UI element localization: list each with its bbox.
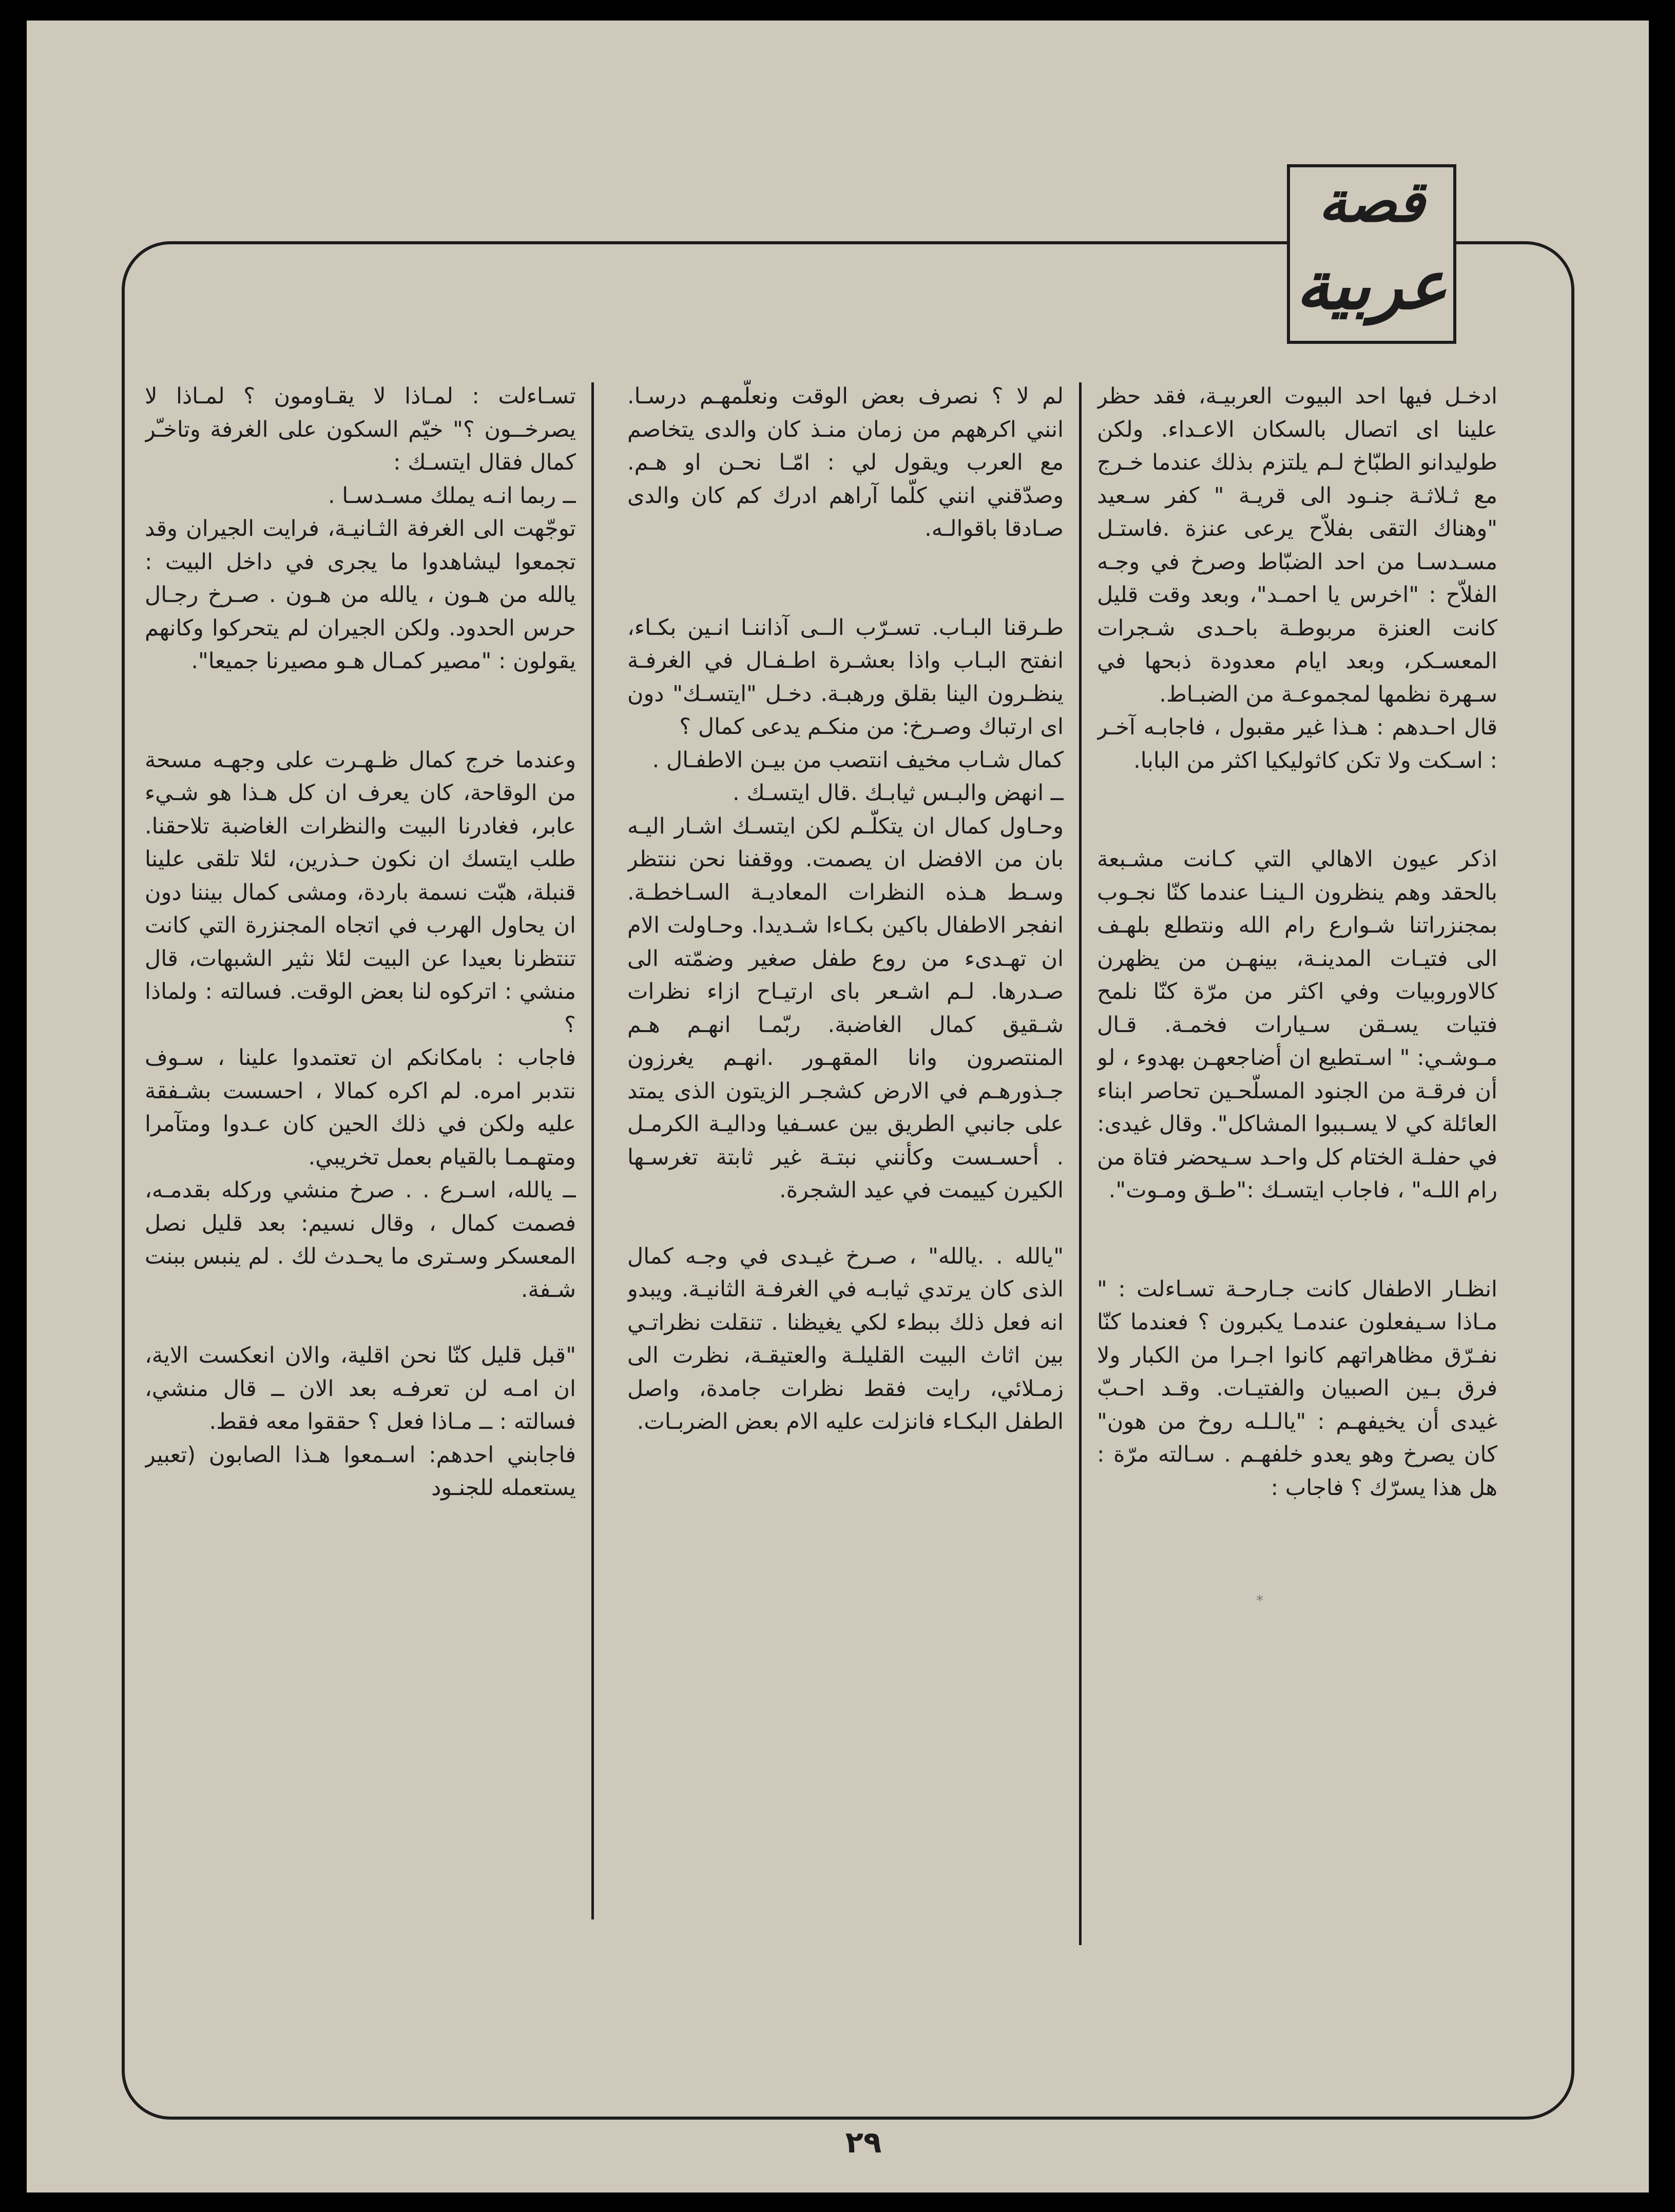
paragraph: ــ يالله، اسـرع . . صرخ منشي وركله بقدمـه، فصمت كمال ، وقال نسيم: بعد قليل نصل المعسكر وسـترى ما يحـدث لك . لم ينبس ببنت شـفة. bbox=[145, 1177, 576, 1303]
column-divider bbox=[591, 382, 594, 1919]
paragraph: "قبل قليل كنّا نحن اقلية، والان انعكست الاية، ان امـه لن تعرفـه بعد الان ــ قال منشي، فسالته : ــ مـاذا فعل ؟ حققوا معه فقط. bbox=[145, 1343, 576, 1434]
paragraph: انظـار الاطفال كانت جـارحـة تسـاءلت : " مـاذا سـيفعلون عندمـا يكبرون ؟ فعندما كنّا نفـرّق مظاهراتهم كانوا اجـرا من الكبار ولا فرق بـين الصبيان والفتيـات. وقـد احـبّ غيدى أن يخيفهـم : "يالـلـه روخ من هون" كان يصرخ وهو يعدو خلفهـم . سـالته مرّة : هل هذا يسرّك ؟ فاجاب : bbox=[1097, 1276, 1497, 1501]
paragraph-gap bbox=[1097, 1240, 1497, 1273]
print-speck: * bbox=[1256, 1592, 1263, 1609]
paragraph-gap bbox=[145, 711, 576, 744]
paragraph: ادخـل فيها احد البيوت العربيـة، فقد حظر علينا اى اتصال بالسكان الاعـداء. ولكن طوليدانو الطبّاخ لـم يلتزم بذلك عندما خـرج مع ثـلاثـة جنـود الى قريـة " كفر سـعيد "وهناك التقى بفلاّح يرعى عنزة .فاستـل مسـدسـا من احد الضبّاط وصرخ في وجـه الفلاّح : "اخرس يا احمـد"، وبعد وقت قليل كانت العنزة مربوطـة باحـدى شـجرات المعسـكر، وبعد ايام معدودة ذبحها في سـهرة نظمها لمجموعـة من الضبـاط. bbox=[1097, 383, 1497, 707]
paragraph: "يالله . .يالله" ، صـرخ غيـدى في وجـه كمال الذى كان يرتدي ثيابـه في الغرفـة الثانيـة. ويبدو انه فعل ذلك ببطء لكي يغيظنا . تنقلت نظراتـي بين اثاث البيت القليلـة والعتيقـة، نظرت الى زمـلائي، رايت فقط نظرات جامدة، واصل الطفل البكـاء فانزلت عليه الام بعض الضربـات. bbox=[627, 1243, 1064, 1434]
paragraph: فاجاب : بامكانكم ان تعتمدوا علينا ، سـوف نتدبر امره. لم اكره كمالا ، احسست بشـفقة عليه ولكن في ذلك الحين كان عـدوا ومتآمرا ومتهـمـا بالقيام بعمل تخريبي. bbox=[145, 1045, 576, 1170]
paragraph: قال احـدهم : هـذا غير مقبول ، فاجابـه آخـر : اسـكت ولا تكن كاثوليكيا اكثر من البابا. bbox=[1097, 714, 1497, 773]
text-column-right bbox=[1097, 380, 1497, 2058]
paragraph-gap bbox=[627, 578, 1064, 611]
paragraph: وعندما خرج كمال ظـهـرت على وجهـه مسحة من الوقاحة، كان يعرف ان كل هـذا هو شـيء عابر، فغادرنا البيت والنظرات الغاضبة تلاحقنا. طلب ايتسك ان نكون حـذرين، لئلا تلقى علينا قنبلة، هبّت نسمة باردة، ومشى كمال بيننا دون ان يحاول الهرب في اتجاه المجنزرة التي كانت تنتظرنا بعيدا عن البيت لئلا نثير الشبهات، قال منشي : اتركوه لنا بعض الوقت. فسالته : ولماذا ؟ bbox=[145, 747, 576, 1038]
paragraph: طـرقنا البـاب. تسـرّب الــى آذاننـا انـين بكـاء، انفتح البـاب واذا بعشـرة اطـفـال في الغرفـة ينظـرون الينا بقلق ورهبـة. دخـل "ايتسـك" دون اى ارتباك وصـرخ: من منكـم يدعى كمال ؟ bbox=[627, 614, 1064, 740]
paragraph-gap bbox=[1097, 810, 1497, 843]
paragraph: ــ انهض والبـس ثيابـك .قال ايتسـك . bbox=[733, 780, 1064, 806]
text-column-middle bbox=[627, 380, 1064, 2058]
section-title-line1: قصة bbox=[1318, 168, 1425, 235]
paragraph: اذكر عيون الاهالي التي كـانت مشـبعة بالحقد وهم ينظرون الـينـا عندما كنّا نجـوب بمجنزراتنا شـوارع رام الله ونتطلع بلهـف الى فتيـات المدينـة، بينهـن من يظهرن كالاوروبيات وفي اكثر من مرّة كنّا نلمح فتيات يسـقن سـيارات فخمـة. قـال مـوشـي: " اسـتطيع ان أضاجعهـن بهدوء ، لو أن فرقـة من الجنود المسلّحـين تحاصر ابناء العائلة كي لا يسـببوا المشاكل". وقال غيدى: في حفلـة الختام كل واحـد سـيحضر فتاة من رام اللـه" ، فاجاب ايتسـك :"طـق ومـوت". bbox=[1097, 846, 1497, 1203]
paragraph: ــ ربما انـه يملك مسـدسـا . bbox=[328, 482, 576, 509]
paragraph: فاجابني احدهم: اسـمعوا هـذا الصابون (تعبير يستعمله للجنـود bbox=[145, 1442, 576, 1501]
paragraph-gap bbox=[1097, 777, 1497, 810]
paragraph: كمال شـاب مخيف انتصب من بيـن الاطفـال . bbox=[652, 747, 1064, 773]
paragraph: لم لا ؟ نصرف بعض الوقت ونعلّمهـم درسـا. انني اكرههم من زمان منـذ كان والدى يتخاصم مع العرب ويقول لي : امّـا نحـن او هـم. وصدّقني انني كلّما آراهم ادرك كم كان والدى صـادقا باقوالـه. bbox=[627, 383, 1064, 541]
magazine-page bbox=[27, 21, 1649, 2192]
paragraph: تسـاءلت : لمـاذا لا يقـاومون ؟ لمـاذا لا يصرخــون ؟" خيّم السكون على الغرفة وتاخـّر كمال فقال ايتسـك : bbox=[145, 383, 576, 475]
paragraph-gap bbox=[145, 678, 576, 711]
section-title-box bbox=[1287, 164, 1456, 344]
paragraph-gap bbox=[627, 546, 1064, 578]
paragraph-gap bbox=[1097, 1207, 1497, 1240]
column-divider bbox=[1079, 382, 1082, 1945]
paragraph-gap bbox=[627, 1207, 1064, 1240]
page-number: ٢٩ bbox=[845, 2125, 882, 2160]
text-column-left bbox=[145, 380, 576, 2058]
section-title-line2: عربية bbox=[1296, 246, 1448, 324]
paragraph-gap bbox=[145, 1306, 576, 1339]
paragraph: وحـاول كمال ان يتكلّـم لكن ايتسـك اشـار اليـه بان من الافضل ان يصمت. ووقفنا نحن ننتظر وسـط هـذه النظرات المعاديـة السـاخطـة. انفجر الاطفال باكين بكـاءا شـديدا. وحـاولت الام ان تهـدىء من روع طفل صغير وضمّته الى صـدرها. لـم اشـعر باى ارتيـاح ازاء نظرات شـقيق كمال الغاضبة. ربّمـا انهـم هـم المنتصرون وانا المقهـور .انهـم يغرزون جـذورهـم في الارض كشجـر الزيتون الذى يمتد على جانبي الطريق بين عسـفيا وداليـة الكرمـل . أحسـست وكأنني نبتـة غير ثابتة تغرسـها الكيرن كييمت في عيد الشجرة. bbox=[627, 813, 1064, 1203]
paragraph: توجّهت الى الغرفة الثـانيـة، فرايت الجيران وقد تجمعوا ليشاهدوا ما يجرى في داخل البيت : يالله من هـون ، يالله من هـون . صـرخ رجـال حرس الحدود. ولكن الجيران لم يتحركوا وكانهم يقولون : "مصير كمـال هـو مصيرنا جميعا". bbox=[145, 516, 576, 674]
